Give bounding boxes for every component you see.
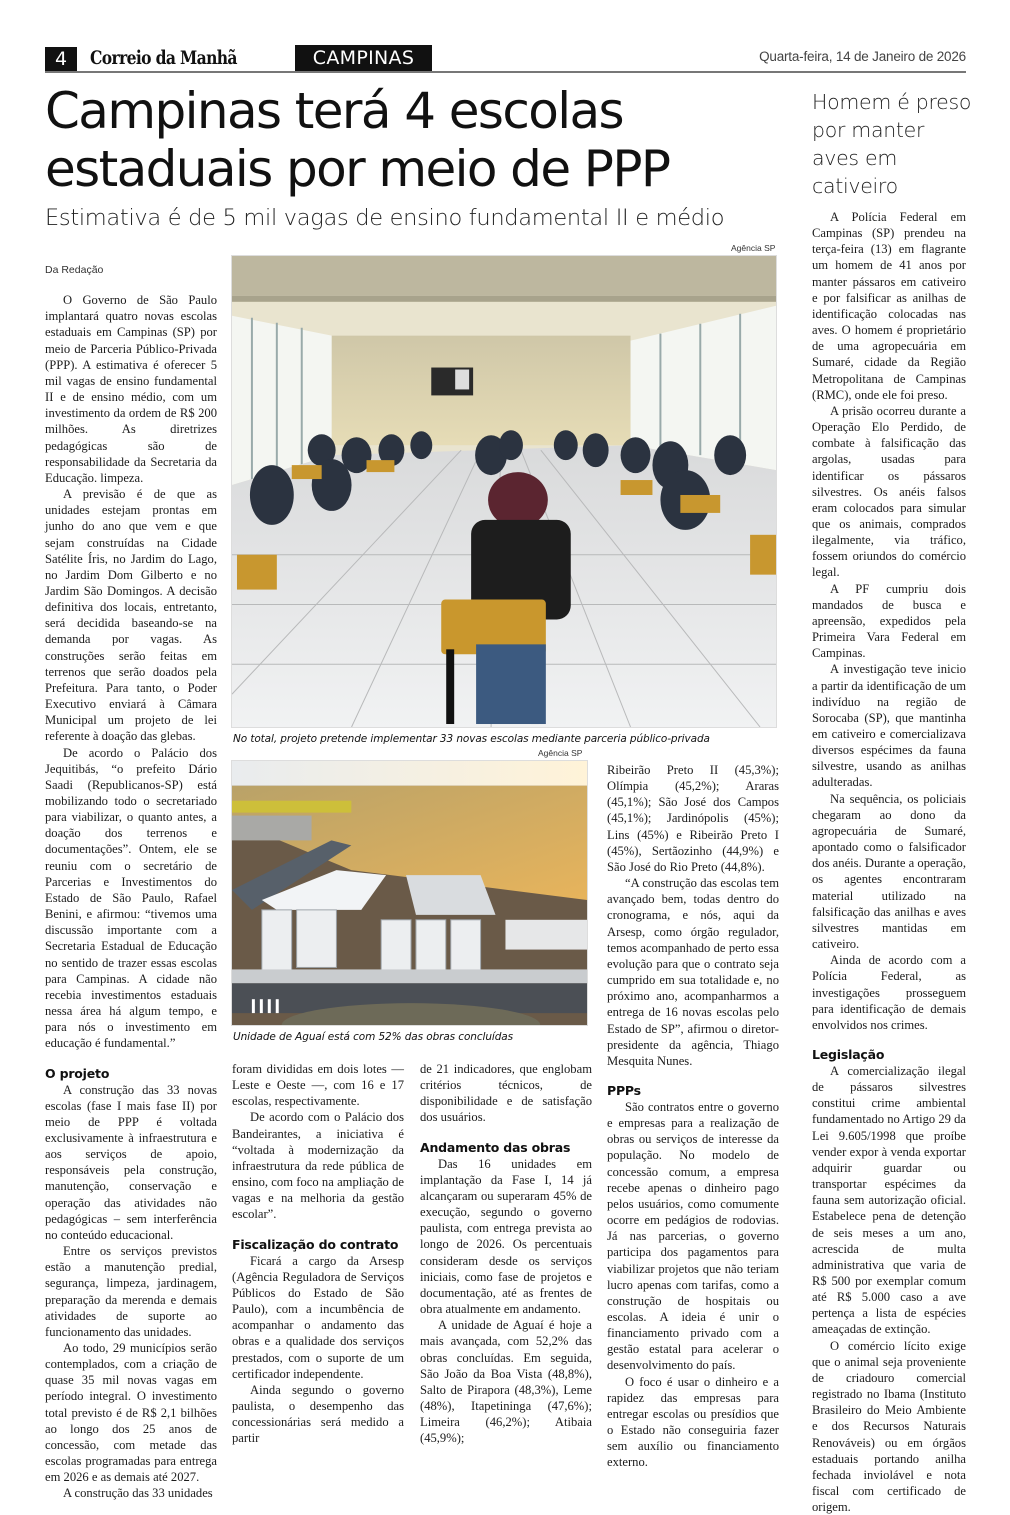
section-subtitle-ppps: PPPs bbox=[607, 1082, 641, 1098]
headline-line-1: Campinas terá 4 escolas bbox=[45, 82, 623, 140]
paragraph: foram divididas em dois lotes — Leste e Oeste —, com 16 e 17 escolas, respectivamente. bbox=[232, 1062, 404, 1109]
photo-credit-2: Agência SP bbox=[538, 748, 583, 758]
headline-line-2: estaduais por meio de PPP bbox=[45, 140, 670, 198]
main-article-column-2 bbox=[232, 1061, 404, 1446]
issue-date: Quarta-feira, 14 de Janeiro de 2026 bbox=[759, 49, 966, 64]
paragraph: Das 16 unidades em implantação da Fase I, 14 já alcançaram ou superaram 45% de execução, segundo o governo paulista, com entrega prevista ao longo de 2026. Os percentuais consideram desde os serviços iniciais, como fase de projetos e documentação, até as frentes de obra atualmente em andamento. bbox=[420, 1156, 592, 1317]
paragraph: A construção das 33 unidades bbox=[63, 1486, 213, 1501]
section-label: CAMPINAS bbox=[295, 45, 432, 71]
paragraph: “A construção das escolas tem avançado bem, todas dentro do cronograma, e nós, aqui da Arsesp, como órgão regulador, temos acompanhado de perto essa evolução para que o contrato seja cumprido em sua totalidade e, no próximo ano, acompanharmos a entrega de 16 novas escolas pelo Estado de SP”, afirmou o diretor-presidente da agência, Thiago Mesquita Nunes. bbox=[607, 876, 779, 1068]
sidebar-article-body bbox=[812, 209, 966, 1515]
paragraph: O Governo de São Paulo implantará quatro novas escolas estaduais em Campinas (SP) por meio de Parceria Público-Privada (PPP). A estimativa é oferecer 5 mil vagas de ensino fundamental II e de ensino médio, com um investimento da ordem de R$ 200 milhões. As diretrizes pedagógicas são de responsabilidade da Secretaria da Educação. limpeza. bbox=[45, 293, 217, 485]
section-subtitle-andamento: Andamento das obras bbox=[420, 1139, 571, 1155]
newspaper-name: Correio da Manhã bbox=[90, 47, 237, 69]
main-article-column-4 bbox=[607, 762, 779, 1471]
main-article-column-3 bbox=[420, 1061, 592, 1446]
paragraph: Ficará a cargo da Arsesp (Agência Reguladora de Serviços Públicos do Estado de São Paulo), com a incumbência de acompanhar o andamento das obras e a qualidade dos serviços prestados, com o suporte de um certificador independente. bbox=[232, 1253, 404, 1381]
paragraph: O foco é usar o dinheiro e a rapidez das empresas para entregar escolas ou presídios que o Estado não conseguiria fazer sem auxílio ou financiamento externo. bbox=[607, 1374, 779, 1470]
paragraph: Ao todo, 29 municípios serão contemplados, com a criação de quase 35 mil novas vagas em período integral. O investimento total previsto é de R$ 2,1 bilhões ao longo dos 25 anos de concessão, com metade das escolas programadas para entrega em 2026 e as demais até 2027. bbox=[45, 1341, 217, 1485]
paragraph: A Polícia Federal em Campinas (SP) prendeu na terça-feira (13) em flagrante um homem de 41 anos por manter pássaros em cativeiro e por falsificar as anilhas de identificação colocadas nas aves. O homem é proprietário de uma agropecuária em Sumaré, cidade da Região Metropolitana de Campinas (RMC), onde ele foi preso. bbox=[812, 210, 966, 402]
construction-image-icon bbox=[232, 761, 587, 1025]
paragraph: Entre os serviços previstos estão a manutenção predial, segurança, limpeza, jardinagem, preparação da merenda e demais atividades de suporte ao funcionamento das unidades. bbox=[45, 1244, 217, 1339]
construction-aerial-photo bbox=[231, 760, 588, 1026]
paragraph: Ribeirão Preto II (45,3%); Olímpia (45,2%); Araras (45,1%); São José dos Campos (45,1%); Jardinópolis (45%); Lins (45%) e Ribeirão Preto I (45%), Sertãozinho (44,9%) e São José do Rio Preto (44,8%). bbox=[607, 763, 779, 874]
photo-caption-2: Unidade de Aguaí está com 52% das obras concluídas bbox=[233, 1031, 513, 1043]
photo-caption-1: No total, projeto pretende implementar 33 novas escolas mediante parceria público-privada bbox=[233, 733, 710, 745]
paragraph: A previsão é de que as unidades estejam prontas em junho do ano que vem e que sejam construídas na Cidade Satélite Íris, no Jardim do Lago, no Jardim Dom Gilberto e no Jardim São Domingos. A decisão definitiva dos locais, entretanto, será decidida baseando-se na demanda por vagas. As construções serão feitas em terrenos que serão doados pela Prefeitura. Para tanto, o Poder Executivo enviará à Câmara Municipal um projeto de lei referente à doação das glebas. bbox=[45, 487, 217, 744]
paragraph: de 21 indicadores, que englobam critérios técnicos, de disponibilidade e de satisfação dos usuários. bbox=[420, 1062, 592, 1125]
photo-credit-1: Agência SP bbox=[731, 243, 776, 253]
headline bbox=[45, 82, 785, 198]
paragraph: A comercialização ilegal de pássaros silvestres constitui crime ambiental fundamentado no Artigo 29 da Lei 9.605/1998 que proíbe vender expor à venda exportar adquirir guardar ou transportar espécimes da fauna sem autorização oficial. Estabelece pena de detenção de seis meses a um ano, acrescida de multa administrativa que varia de R$ 500 por exemplar comum até R$ 5.000 caso a ave pertença a lista de espécies ameaçadas de extinção. bbox=[812, 1063, 966, 1337]
header-rule bbox=[45, 71, 966, 73]
main-article-column-1 bbox=[45, 262, 217, 1502]
paragraph: A construção das 33 novas escolas (fase I mais fase II) por meio de PPP é voltada exclusivamente à infraestrutura e aos serviços de apoio, responsáveis pela construção, manutenção, conservação e operação das atividades não pedagógicas – sem interferência no conteúdo educacional. bbox=[45, 1082, 217, 1242]
subheadline: Estimativa é de 5 mil vagas de ensino fundamental II e médio bbox=[45, 205, 725, 231]
paragraph: Na sequência, os policiais chegaram ao dono da agropecuária de Sumaré, apontado como o falsificador dos anéis. Durante a operação, os agentes encontraram material utilizado na falsificação das anilhas e aves silvestres mantidas em cativeiro. bbox=[812, 791, 966, 952]
paragraph: A prisão ocorreu durante a Operação Elo Perdido, de combate à falsificação das argolas, usadas para identificar os pássaros silvestres. Os anéis falsos eram colocados para simular que os animais, comprados ilegalmente, via tráfico, fossem oriundos do comércio legal. bbox=[812, 403, 966, 580]
paragraph: A investigação teve inicio a partir da identificação de um indivíduo na região de Sorocaba (SP), que mantinha em cativeiro e comercializava diversos espécimes da fauna silvestre, usando as anilhas adulteradas. bbox=[812, 662, 966, 790]
section-subtitle-o-projeto: O projeto bbox=[45, 1065, 110, 1081]
paragraph: A PF cumpriu dois mandados de busca e apreensão, expedidos pela Primeira Vara Federal em Campinas. bbox=[812, 581, 966, 661]
byline: Da Redação bbox=[45, 264, 104, 276]
paragraph: Ainda segundo o governo paulista, o desempenho das concessionárias será medido a partir bbox=[232, 1382, 404, 1446]
paragraph: A unidade de Aguaí é hoje a mais avançada, com 52,2% das obras concluídas. Em seguida, São João da Boa Vista (48,8%), Salto de Pirapora (48,3%), Leme (48%), Itapetininga (47,6%); Limeira (46,2%); Atibaia (45,9%); bbox=[420, 1318, 592, 1446]
paragraph: São contratos entre o governo e empresas para a realização de obras ou serviços de interesse da população. No modelo de concessão comum, a empresa recebe apenas o dinheiro pago pelos usuários, como comumente ocorre em pedágios de rodovias. Já nas parcerias, o governo participa dos pagamentos para viabilizar projetos que não teriam lucro apenas com tarifas, como a construção de hospitais ou escolas. A ideia é unir o financiamento privado com a gestão estatal para acelerar o desenvolvimento do país. bbox=[607, 1099, 779, 1373]
section-subtitle-legislacao: Legislação bbox=[812, 1046, 885, 1062]
paragraph: De acordo com o Palácio dos Bandeirantes, a iniciativa é “voltada à modernização da infraestrutura da rede pública de ensino, com foco na ampliação de vagas e na melhoria da gestão escolar”. bbox=[232, 1110, 404, 1222]
classroom-photo bbox=[231, 255, 777, 728]
section-subtitle-fiscalizacao: Fiscalização do contrato bbox=[232, 1236, 399, 1252]
paragraph: De acordo o Palácio dos Jequitibás, “o prefeito Dário Saadi (Republicanos-SP) está mobilizando todo o secretariado para viabilizar, o quanto antes, a doação dos terrenos e documentações”. Ontem, ele se reuniu com o secretário de Parcerias e Investimentos do Estado de São Paulo, Rafael Benini, e afirmou: “tivemos uma discussão importante com a Secretaria Estadual de Educação no sentido de trazer essas escolas para Campinas. A cidade não recebia investimentos estaduais nessa área há algum tempo, e para nós o investimento em educação é fundamental.” bbox=[45, 745, 217, 1051]
page-number: 4 bbox=[45, 47, 77, 71]
paragraph: O comércio lícito exige que o animal seja proveniente de criadouro comercial registrado no Ibama (Instituto Brasileiro do Meio Ambiente e dos Recursos Naturais Renováveis) ou em órgãos estaduais portando anilha fechada inviolável e nota fiscal com certificado de origem. bbox=[812, 1338, 966, 1515]
sidebar-headline: Homem é preso por manter aves em cativeiro bbox=[812, 90, 972, 198]
paragraph: Ainda de acordo com a Polícia Federal, as investigações prosseguem para identificação de demais envolvidos nos crimes. bbox=[812, 953, 966, 1032]
classroom-image-icon bbox=[232, 256, 776, 727]
